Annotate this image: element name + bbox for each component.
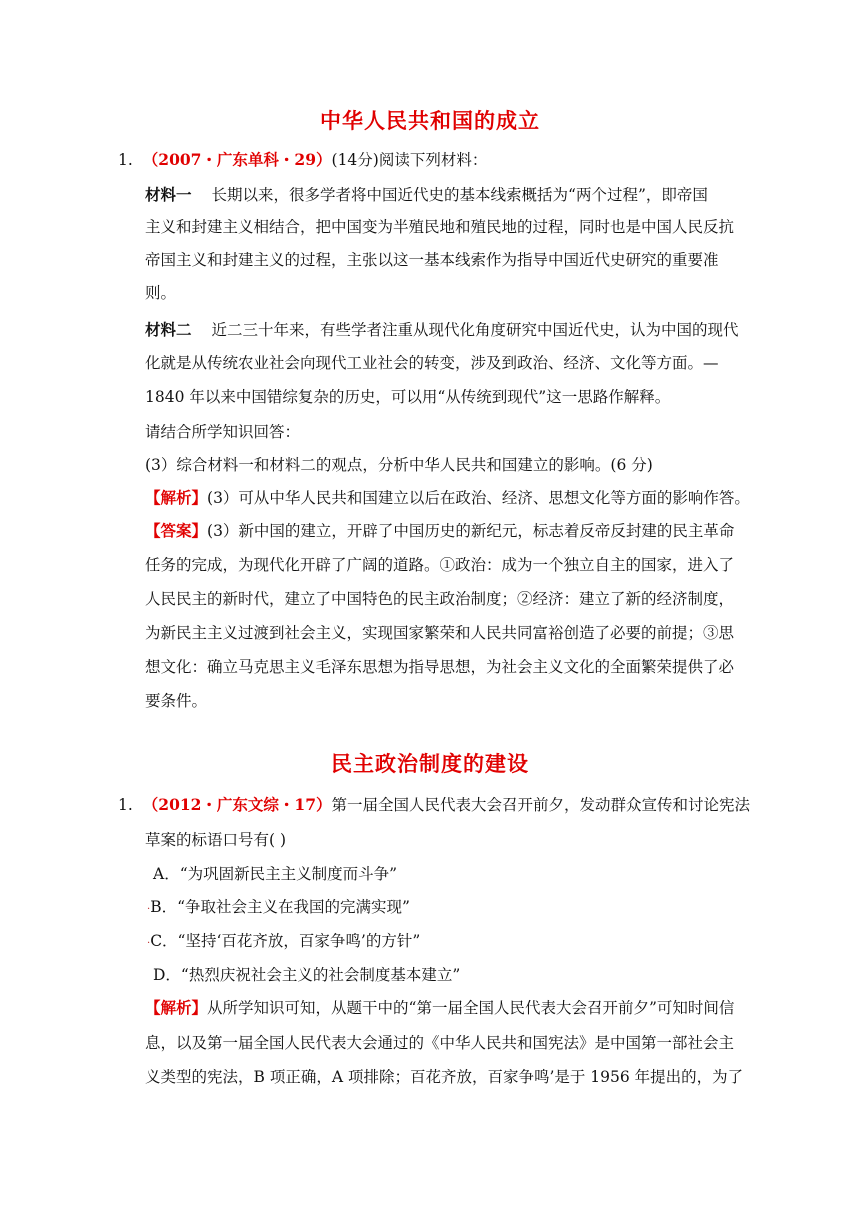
option-c-text: C．“坚持‘百花齐放，百家争鸣’的方针” bbox=[150, 932, 421, 950]
analysis-line: 义类型的宪法，B 项正确，A 项排除；百花齐放，百家争鸣’是于 1956 年提出的，为了 bbox=[145, 1068, 744, 1086]
analysis-text: 从所学知识可知，从题干中的“第一届全国人民代表大会召开前夕”可知时间信 bbox=[207, 999, 735, 1017]
question-score: (14分)阅读下列材料： bbox=[331, 151, 488, 169]
answer-tag: 【答案】 bbox=[145, 521, 208, 540]
answer-text: (3）新中国的建立，开辟了中国历史的新纪元，标志着反帝反封建的民主革命 bbox=[207, 522, 735, 540]
answer-line: 人民民主的新时代，建立了中国特色的民主政治制度；②经济：建立了新的经济制度， bbox=[145, 590, 735, 608]
question-header bbox=[118, 150, 487, 170]
answer-line: 任务的完成，为现代化开辟了广阔的道路。①政治：成为一个独立自主的国家，进入了 bbox=[145, 556, 735, 574]
answer-line: 想文化：确立马克思主义毛泽东思想为指导思想，为社会主义文化的全面繁荣提供了必 bbox=[145, 658, 735, 676]
material-two-label: 材料二 bbox=[145, 320, 192, 339]
prompt-text: 请结合所学知识回答： bbox=[145, 423, 301, 441]
question-stem-line: 草案的标语口号有( ) bbox=[145, 831, 287, 849]
option-b bbox=[147, 897, 410, 920]
material-two-line: 1840 年以来中国错综复杂的历史，可以用“从传统到现代”这一思路作解释。 bbox=[145, 388, 671, 406]
analysis-line bbox=[145, 998, 734, 1018]
material-one-line: 主义和封建主义相结合，把中国变为半殖民地和殖民地的过程，同时也是中国人民反抗 bbox=[145, 218, 735, 236]
analysis-tag: 【解析】 bbox=[145, 998, 208, 1017]
material-one-line bbox=[145, 185, 708, 205]
section-title-founding: 中华人民共和国的成立 bbox=[320, 108, 540, 133]
option-c bbox=[147, 931, 420, 954]
section-title-democracy: 民主政治制度的建设 bbox=[331, 751, 529, 776]
option-b-text: B．“争取社会主义在我国的完满实现” bbox=[150, 898, 410, 916]
analysis-tag: 【解析】 bbox=[145, 488, 208, 507]
material-two-text: 近二三十年来，有些学者注重从现代化角度研究中国近代史，认为中国的现代 bbox=[211, 321, 739, 339]
question-number: 1. bbox=[118, 151, 133, 169]
analysis-line bbox=[145, 488, 750, 508]
material-one-text: 长期以来，很多学者将中国近代史的基本线索概括为“两个过程”，即帝国 bbox=[211, 186, 708, 204]
material-one-label: 材料一 bbox=[145, 185, 192, 204]
material-one-line: 则。 bbox=[145, 284, 177, 302]
analysis-line: 息，以及第一届全国人民代表大会通过的《中华人民共和国宪法》是中国第一部社会主 bbox=[145, 1034, 735, 1052]
material-one-line: 帝国主义和封建主义的过程，主张以这一基本线索作为指导中国近代史研究的重要准 bbox=[145, 251, 719, 269]
marker-dot-icon: · bbox=[147, 904, 151, 915]
question-source: （2007・广东单科・29） bbox=[142, 150, 332, 169]
answer-line: 要条件。 bbox=[145, 692, 208, 710]
question-header bbox=[118, 795, 750, 815]
option-a: A．“为巩固新民主主义制度而斗争” bbox=[153, 865, 398, 883]
answer-line: 为新民主主义过渡到社会主义，实现国家繁荣和人民共同富裕创造了必要的前提；③思 bbox=[145, 624, 735, 642]
question-source: （2012・广东文综・17） bbox=[142, 795, 332, 814]
question-number: 1. bbox=[118, 796, 133, 814]
analysis-text: (3）可从中华人民共和国建立以后在政治、经济、思想文化等方面的影响作答。 bbox=[207, 489, 750, 507]
material-two-line: 化就是从传统农业社会向现代工业社会的转变，涉及到政治、经济、文化等方面。— bbox=[145, 354, 719, 372]
material-two-line bbox=[145, 320, 739, 340]
question-text: (3）综合材料一和材料二的观点，分析中华人民共和国建立的影响。(6 分) bbox=[145, 456, 653, 474]
answer-line bbox=[145, 521, 734, 541]
marker-dot-icon: · bbox=[147, 938, 151, 949]
question-stem: 第一届全国人民代表大会召开前夕，发动群众宣传和讨论宪法 bbox=[331, 796, 751, 814]
option-d: D．“热烈庆祝社会主义的社会制度基本建立” bbox=[153, 966, 461, 984]
